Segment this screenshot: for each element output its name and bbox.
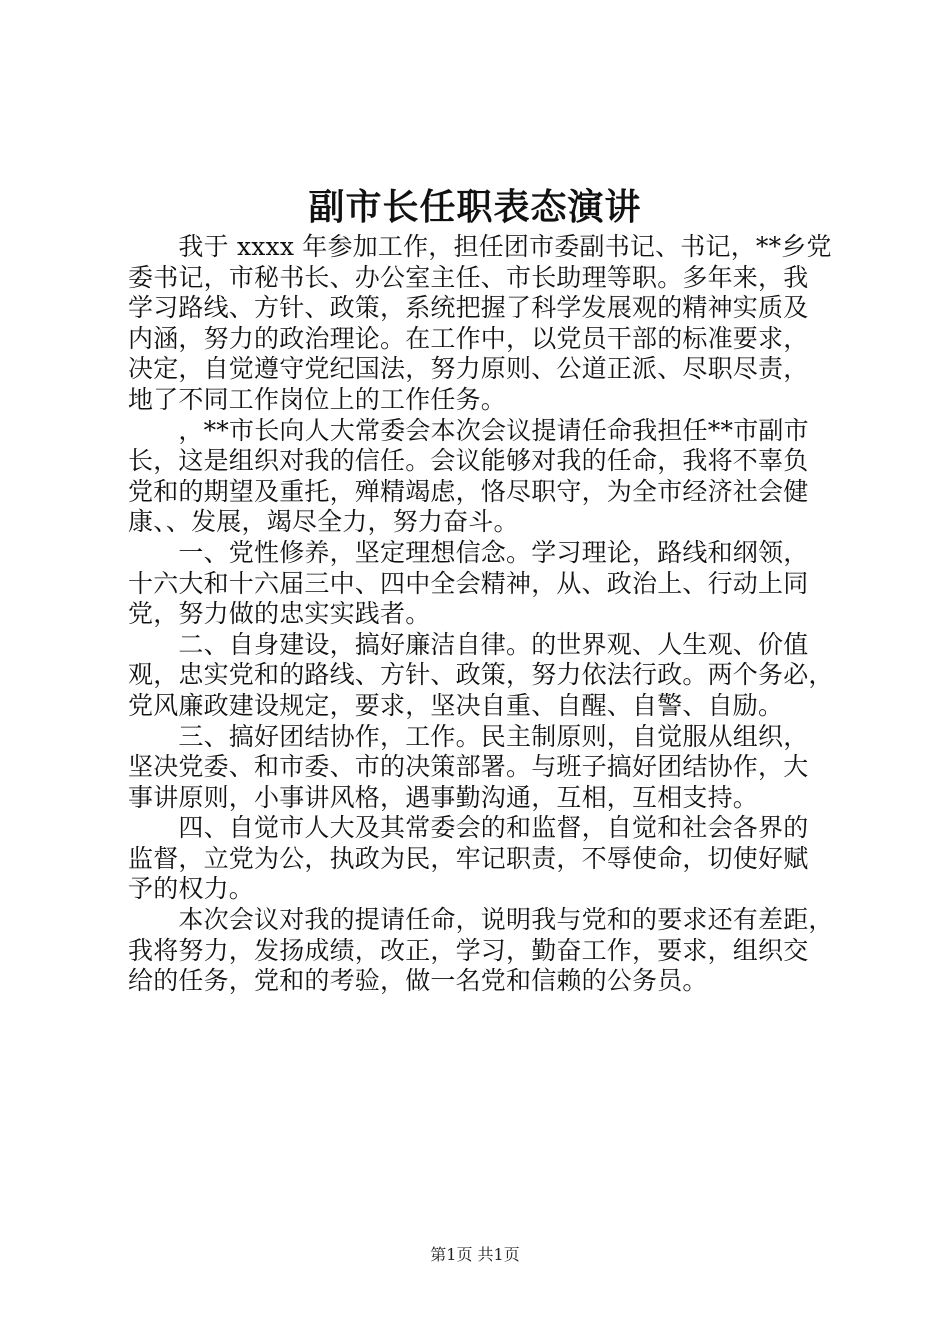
body-line: 决定，自觉遵守党纪国法，努力原则、公道正派、尽职尽责， (128, 354, 809, 384)
page-number-footer: 第1页 共1页 (430, 1245, 520, 1264)
body-line: 四、自觉市人大及其常委会的和监督，自觉和社会各界的 (128, 813, 809, 843)
body-line: 本次会议对我的提请任命，说明我与党和的要求还有差距， (128, 905, 834, 935)
body-line: 三、搞好团结协作，工作。民主制原则，自觉服从组织， (128, 721, 809, 751)
body-line: 党和的期望及重托，殚精竭虑，恪尽职守，为全市经济社会健 (128, 476, 809, 506)
document-title: 副市长任职表态演讲 (308, 186, 642, 228)
body-line: 给的任务，党和的考验，做一名党和信赖的公务员。 (128, 966, 708, 996)
body-line: 一、党性修养，坚定理想信念。学习理论，路线和纲领， (128, 537, 809, 567)
body-line: 予的权力。 (128, 874, 255, 904)
body-line: 我将努力，发扬成绩，改正，学习，勤奋工作，要求，组织交 (128, 935, 809, 965)
body-line: ，**市长向人大常委会本次会议提请任命我担任**市副市 (128, 415, 809, 445)
document-body (128, 232, 836, 997)
body-line: 康、、发展，竭尽全力，努力奋斗。 (128, 507, 519, 537)
body-line: 观，忠实党和的路线、方针、政策，努力依法行政。两个务必， (128, 660, 834, 690)
body-line: 党，努力做的忠实实践者。 (128, 599, 431, 629)
body-line: 内涵，努力的政治理论。在工作中，以党员干部的标准要求， (128, 323, 809, 353)
body-line: 二、自身建设，搞好廉洁自律。的世界观、人生观、价值 (128, 629, 809, 659)
body-line: 我于 xxxx 年参加工作，担任团市委副书记、书记，**乡党 (128, 232, 832, 261)
body-line: 事讲原则，小事讲风格，遇事勤沟通，互相，互相支持。 (128, 782, 759, 812)
body-line: 党风廉政建设规定，要求，坚决自重、自醒、自警、自励。 (128, 690, 784, 720)
body-line: 坚决党委、和市委、市的决策部署。与班子搞好团结协作，大 (128, 752, 809, 782)
body-line: 长，这是组织对我的信任。会议能够对我的任命，我将不辜负 (128, 446, 809, 476)
body-line: 委书记，市秘书长、办公室主任、市长助理等职。多年来，我 (128, 262, 809, 292)
body-line: 学习路线、方针、政策，系统把握了科学发展观的精神实质及 (128, 293, 809, 323)
body-line: 地了不同工作岗位上的工作任务。 (128, 384, 507, 414)
body-line: 监督，立党为公，执政为民，牢记职责，不辱使命，切使好赋 (128, 843, 809, 873)
body-line: 十六大和十六届三中、四中全会精神，从、政治上、行动上同 (128, 568, 809, 598)
